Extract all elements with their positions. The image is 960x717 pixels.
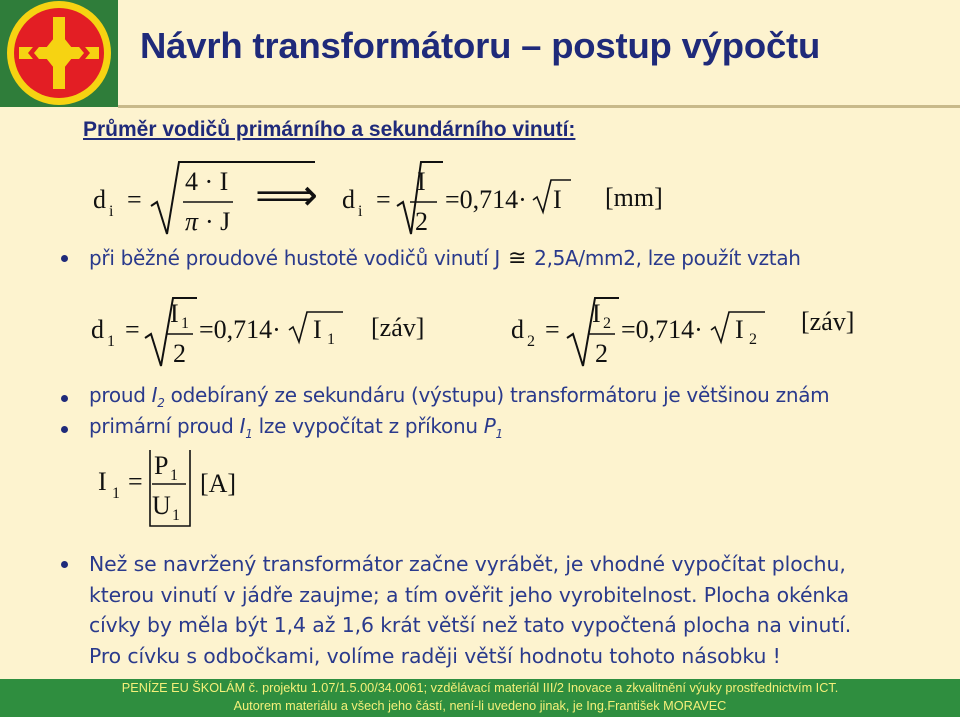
f1b-coef: =0,714· (445, 185, 527, 214)
bullet-dot (61, 561, 68, 568)
svg-text:1: 1 (172, 507, 180, 524)
slide-header (0, 0, 960, 107)
svg-text:I: I (98, 467, 107, 496)
svg-text:1: 1 (181, 315, 189, 332)
formula-turns-primary (91, 298, 424, 368)
bullet-dot (61, 426, 68, 433)
svg-text:2: 2 (749, 331, 757, 348)
paragraph-line: Pro cívku s odbočkami, volíme raději větší hodnotu tohoto násobku ! (89, 643, 781, 668)
f1b-var: I (553, 185, 562, 214)
page-title: Návrh transformátoru – postup výpočtu (140, 25, 821, 66)
svg-text:1: 1 (112, 485, 120, 502)
svg-text:=: = (545, 315, 560, 344)
svg-text:[záv]: [záv] (801, 307, 855, 336)
svg-text:=0,714·: =0,714· (199, 315, 281, 344)
formula-turns-secondary (511, 298, 854, 368)
formula-turns (85, 290, 945, 376)
f1b-lhs-sub: i (358, 203, 363, 220)
svg-text:1: 1 (327, 331, 335, 348)
bullet-secondary-current: proud $I_2$ odebíraný ze sekundáru (výstupu) transformátoru je většinou znám (89, 383, 830, 410)
svg-text:I: I (735, 315, 744, 344)
paragraph-manufacturability (89, 549, 949, 671)
bullet-dot (61, 395, 68, 402)
svg-text:d: d (91, 315, 104, 344)
svg-text:1: 1 (170, 467, 178, 484)
f1-num: 4 · I (185, 167, 229, 196)
svg-text:2: 2 (173, 339, 186, 368)
f1b-lhs: d (342, 185, 355, 214)
svg-text:=: = (128, 467, 143, 496)
svg-text:[A]: [A] (200, 469, 237, 498)
bullet-primary-current: primární proud $I_1$ lze vypočítat z příkonu $P_1$ (89, 414, 503, 441)
f1-den-pi: π (185, 207, 199, 236)
svg-text:U: U (152, 491, 171, 520)
section-heading: Průměr vodičů primárního a sekundárního vinutí: (83, 118, 576, 141)
formula-diameter (85, 152, 685, 244)
svg-text:2: 2 (527, 333, 535, 350)
f1-den: · J (205, 207, 231, 236)
formula-primary-current (92, 440, 272, 530)
f1-lhs: d (93, 185, 106, 214)
paragraph-line: Než se navržený transformátor začne vyrábět, je vhodné vypočítat plochu, (89, 552, 846, 576)
svg-text:2: 2 (603, 315, 611, 332)
svg-text:=0,714·: =0,714· (621, 315, 703, 344)
svg-text:=: = (125, 315, 140, 344)
header-divider (118, 105, 960, 108)
svg-text:I: I (313, 315, 322, 344)
f1-lhs-sub: i (109, 203, 114, 220)
svg-text:=: = (127, 185, 142, 214)
svg-text:2: 2 (595, 339, 608, 368)
footer-project: PENÍZE EU ŠKOLÁM č. projektu 1.07/1.5.00/34.0061; vzdělávací materiál III/2 Inovace a zkvalitnění výuky prostřednictvím ICT. (121, 681, 839, 695)
f1-unit: [mm] (605, 183, 663, 212)
svg-text:I: I (592, 299, 601, 328)
footer (0, 679, 960, 717)
svg-text:P: P (154, 451, 169, 480)
svg-text:[záv]: [záv] (371, 313, 425, 342)
bullet-current-density: při běžné proudové hustotě vodičů vinutí J ≅ 2,5A/mm2, lze použít vztah (89, 245, 801, 270)
paragraph-line: cívky by měla být 1,4 až 1,6 krát větší než tato vypočtená plocha na vinutí. (89, 613, 852, 637)
svg-text:I: I (170, 299, 179, 328)
f1b-num: I (417, 167, 426, 196)
footer-author: Autorem materiálu a všech jeho částí, není-li uvedeno jinak, je Ing.František MORAVEC (233, 699, 727, 713)
implies-icon: ⟹ (255, 171, 319, 220)
school-logo-icon (0, 0, 118, 107)
svg-text:=: = (376, 185, 391, 214)
svg-text:1: 1 (107, 333, 115, 350)
f1b-den: 2 (415, 207, 428, 236)
paragraph-line: kterou vinutí v jádře zaujme; a tím ověřit jeho vyrobitelnost. Plocha okénka (89, 582, 849, 607)
bullet-dot (61, 255, 68, 262)
svg-text:d: d (511, 315, 524, 344)
